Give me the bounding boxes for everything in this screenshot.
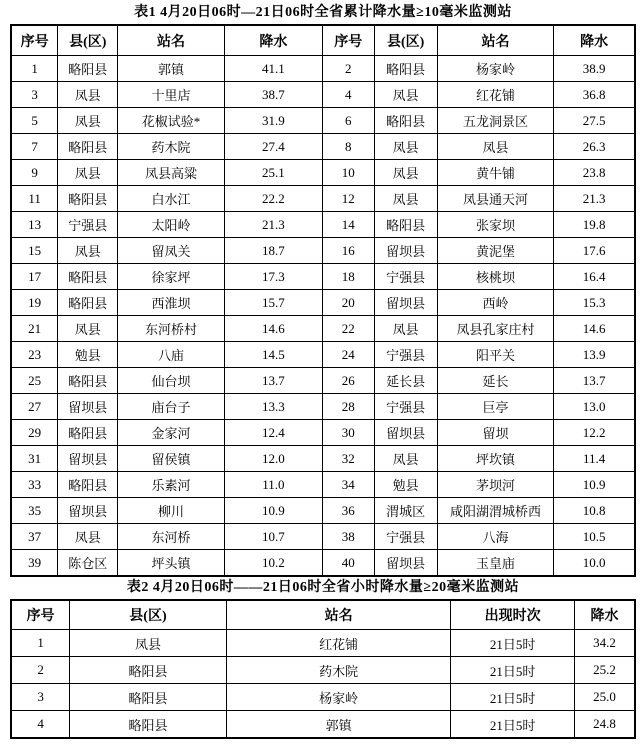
table-cell: 留坝县 [58,446,118,472]
table-cell: 24.8 [574,711,635,739]
table-cell: 药木院 [118,134,225,160]
table-cell: 延长 [437,368,554,394]
column-header: 县(区) [70,600,227,630]
table-cell: 21日5时 [451,630,575,657]
table-cell: 32 [322,446,374,472]
hourly-rainfall-table [10,599,636,739]
table-row [11,212,635,238]
table-cell: 略阳县 [58,420,118,446]
table-row [11,394,635,420]
table-cell: 26 [322,368,374,394]
table-cell: 玉皇庙 [437,550,554,577]
table-cell: 仙台坝 [118,368,225,394]
table-cell: 10.9 [554,472,635,498]
table-cell: 27 [11,394,58,420]
table-cell: 乐素河 [118,472,225,498]
table-cell: 15 [11,238,58,264]
table-cell: 凤县 [374,160,437,186]
table-cell: 41.1 [224,56,322,82]
table-row [11,56,635,82]
table-cell: 38.7 [224,82,322,108]
table-cell: 21日5时 [451,711,575,739]
table-cell: 29 [11,420,58,446]
table-cell: 10.2 [224,550,322,577]
column-header: 序号 [322,25,374,56]
table-cell: 张家坝 [437,212,554,238]
table-cell: 凤县 [374,82,437,108]
table-cell: 37 [11,524,58,550]
table-cell: 4 [11,711,70,739]
table-cell: 36 [322,498,374,524]
table-cell: 宁强县 [374,342,437,368]
table-cell: 40 [322,550,374,577]
table-cell: 34.2 [574,630,635,657]
table-cell: 勉县 [374,472,437,498]
cumulative-rainfall-table [10,24,636,577]
table-row [11,524,635,550]
table-cell: 凤县 [70,630,227,657]
table-cell: 19 [11,290,58,316]
table-cell: 茅坝河 [437,472,554,498]
table-cell: 23.8 [554,160,635,186]
table-cell: 27.4 [224,134,322,160]
column-header: 站名 [437,25,554,56]
table-cell: 陈仓区 [58,550,118,577]
table-cell: 10.8 [554,498,635,524]
column-header: 县(区) [58,25,118,56]
table-cell: 宁强县 [374,264,437,290]
table-cell: 8 [322,134,374,160]
column-header: 出现时次 [451,600,575,630]
column-header: 序号 [11,25,58,56]
table-cell: 19.8 [554,212,635,238]
table-cell: 16.4 [554,264,635,290]
table-cell: 八庙 [118,342,225,368]
table-row [11,446,635,472]
table-cell: 5 [11,108,58,134]
table-cell: 凤县 [374,186,437,212]
table-cell: 10 [322,160,374,186]
table-cell: 黄牛铺 [437,160,554,186]
table-cell: 凤县 [58,160,118,186]
table-cell: 略阳县 [374,108,437,134]
table-cell: 24 [322,342,374,368]
table-cell: 白水江 [118,186,225,212]
table2-title: 表2 4月20日06时——21日06时全省小时降水量≥20毫米监测站 [126,580,520,595]
table-cell: 十里店 [118,82,225,108]
table-cell: 留坝县 [58,498,118,524]
table-cell: 略阳县 [58,56,118,82]
table-cell: 36.8 [554,82,635,108]
table-row [11,82,635,108]
table-row [11,420,635,446]
table-cell: 留坝县 [374,290,437,316]
table-cell: 宁强县 [374,524,437,550]
table-cell: 39 [11,550,58,577]
table-cell: 五龙洞景区 [437,108,554,134]
table-cell: 留坝县 [374,420,437,446]
table-cell: 延长县 [374,368,437,394]
column-header: 站名 [118,25,225,56]
column-header: 站名 [226,600,451,630]
table-cell: 15.7 [224,290,322,316]
table-cell: 18.7 [224,238,322,264]
table-cell: 22.2 [224,186,322,212]
table-row [11,657,635,684]
table-row [11,711,635,739]
table-cell: 庙台子 [118,394,225,420]
table-cell: 1 [11,56,58,82]
table-row [11,108,635,134]
table-cell: 7 [11,134,58,160]
table-cell: 16 [322,238,374,264]
table-cell: 略阳县 [58,264,118,290]
table-cell: 10.9 [224,498,322,524]
table-cell: 凤县 [58,108,118,134]
table-cell: 略阳县 [58,134,118,160]
table-cell: 东河桥 [118,524,225,550]
table-cell: 33 [11,472,58,498]
table-cell: 9 [11,160,58,186]
table-cell: 留凤关 [118,238,225,264]
table-cell: 25.1 [224,160,322,186]
header-row [11,600,635,630]
table-row [11,498,635,524]
table-cell: 渭城区 [374,498,437,524]
table-cell: 17.3 [224,264,322,290]
table-cell: 红花铺 [437,82,554,108]
table-row [11,186,635,212]
table-cell: 黄泥堡 [437,238,554,264]
table-cell: 坪坎镇 [437,446,554,472]
table-cell: 凤县 [374,446,437,472]
table-cell: 18 [322,264,374,290]
table-cell: 12 [322,186,374,212]
table-cell: 凤县 [374,134,437,160]
table-cell: 21.3 [554,186,635,212]
table-cell: 25.2 [574,657,635,684]
table-row [11,472,635,498]
column-header: 序号 [11,600,70,630]
table-cell: 西岭 [437,290,554,316]
table-cell: 郭镇 [226,711,451,739]
table-cell: 留坝县 [58,394,118,420]
table-cell: 35 [11,498,58,524]
table-cell: 13.3 [224,394,322,420]
column-header: 县(区) [374,25,437,56]
table-cell: 核桃坝 [437,264,554,290]
table-cell: 15.3 [554,290,635,316]
table-cell: 25 [11,368,58,394]
table-row [11,134,635,160]
table-cell: 略阳县 [58,472,118,498]
table-cell: 17.6 [554,238,635,264]
table-cell: 28 [322,394,374,420]
table-cell: 6 [322,108,374,134]
table-cell: 略阳县 [58,290,118,316]
table-cell: 22 [322,316,374,342]
table-cell: 38 [322,524,374,550]
table-cell: 11.4 [554,446,635,472]
table-cell: 凤县 [58,238,118,264]
table-cell: 宁强县 [374,394,437,420]
table-cell: 3 [11,684,70,711]
table-row [11,238,635,264]
table-cell: 勉县 [58,342,118,368]
table-cell: 31.9 [224,108,322,134]
table-cell: 21日5时 [451,657,575,684]
table-cell: 34 [322,472,374,498]
table-cell: 14.6 [224,316,322,342]
table-cell: 14.5 [224,342,322,368]
table-cell: 郭镇 [118,56,225,82]
table-cell: 12.4 [224,420,322,446]
table-cell: 略阳县 [58,368,118,394]
table-row [11,264,635,290]
table-row [11,316,635,342]
table-cell: 略阳县 [58,186,118,212]
table-cell: 东河桥村 [118,316,225,342]
table-cell: 10.5 [554,524,635,550]
table-cell: 坪头镇 [118,550,225,577]
table-cell: 凤县通天河 [437,186,554,212]
table-cell: 西淮坝 [118,290,225,316]
table-cell: 阳平关 [437,342,554,368]
table-cell: 13 [11,212,58,238]
table-cell: 柳川 [118,498,225,524]
table-cell: 2 [322,56,374,82]
table-cell: 凤县高粱 [118,160,225,186]
table-cell: 杨家岭 [226,684,451,711]
table-cell: 13.7 [224,368,322,394]
table-cell: 略阳县 [374,212,437,238]
table-cell: 14 [322,212,374,238]
table-cell: 宁强县 [58,212,118,238]
table1-title: 表1 4月20日06时—21日06时全省累计降水量≥10毫米监测站 [134,5,512,20]
table-cell: 11.0 [224,472,322,498]
table-cell: 11 [11,186,58,212]
table-row [11,290,635,316]
table-cell: 21 [11,316,58,342]
table-cell: 1 [11,630,70,657]
table-cell: 咸阳湖渭城桥西 [437,498,554,524]
table-cell: 留坝县 [374,550,437,577]
table-cell: 凤县 [58,82,118,108]
table-cell: 略阳县 [70,684,227,711]
table-cell: 留坝县 [374,238,437,264]
table-cell: 太阳岭 [118,212,225,238]
column-header: 降水 [554,25,635,56]
table-cell: 药木院 [226,657,451,684]
table-cell: 26.3 [554,134,635,160]
table-cell: 21.3 [224,212,322,238]
table-row [11,630,635,657]
table-cell: 4 [322,82,374,108]
table-cell: 凤县孔家庄村 [437,316,554,342]
table-cell: 10.0 [554,550,635,577]
table-cell: 徐家坪 [118,264,225,290]
table-cell: 金家河 [118,420,225,446]
table-cell: 17 [11,264,58,290]
table-row [11,342,635,368]
table-cell: 留侯镇 [118,446,225,472]
table-cell: 略阳县 [70,711,227,739]
column-header: 降水 [574,600,635,630]
table-cell: 杨家岭 [437,56,554,82]
table-cell: 12.0 [224,446,322,472]
table-cell: 八海 [437,524,554,550]
table-cell: 凤县 [58,524,118,550]
table-cell: 12.2 [554,420,635,446]
table-cell: 27.5 [554,108,635,134]
table-cell: 红花铺 [226,630,451,657]
table-cell: 31 [11,446,58,472]
table-cell: 38.9 [554,56,635,82]
table-cell: 凤县 [374,316,437,342]
table-row [11,684,635,711]
table-cell: 20 [322,290,374,316]
table-cell: 凤县 [437,134,554,160]
table-cell: 巨亭 [437,394,554,420]
table-cell: 13.7 [554,368,635,394]
table-cell: 略阳县 [70,657,227,684]
table-cell: 30 [322,420,374,446]
column-header: 降水 [224,25,322,56]
table-cell: 10.7 [224,524,322,550]
table-cell: 3 [11,82,58,108]
table-cell: 花椒试验* [118,108,225,134]
table-row [11,550,635,577]
table-cell: 2 [11,657,70,684]
table-cell: 23 [11,342,58,368]
table-cell: 21日5时 [451,684,575,711]
table-cell: 14.6 [554,316,635,342]
table-cell: 13.0 [554,394,635,420]
table-row [11,160,635,186]
table-cell: 凤县 [58,316,118,342]
table-cell: 25.0 [574,684,635,711]
header-row [11,25,635,56]
table-cell: 留坝 [437,420,554,446]
table-cell: 13.9 [554,342,635,368]
table-row [11,368,635,394]
table-cell: 略阳县 [374,56,437,82]
